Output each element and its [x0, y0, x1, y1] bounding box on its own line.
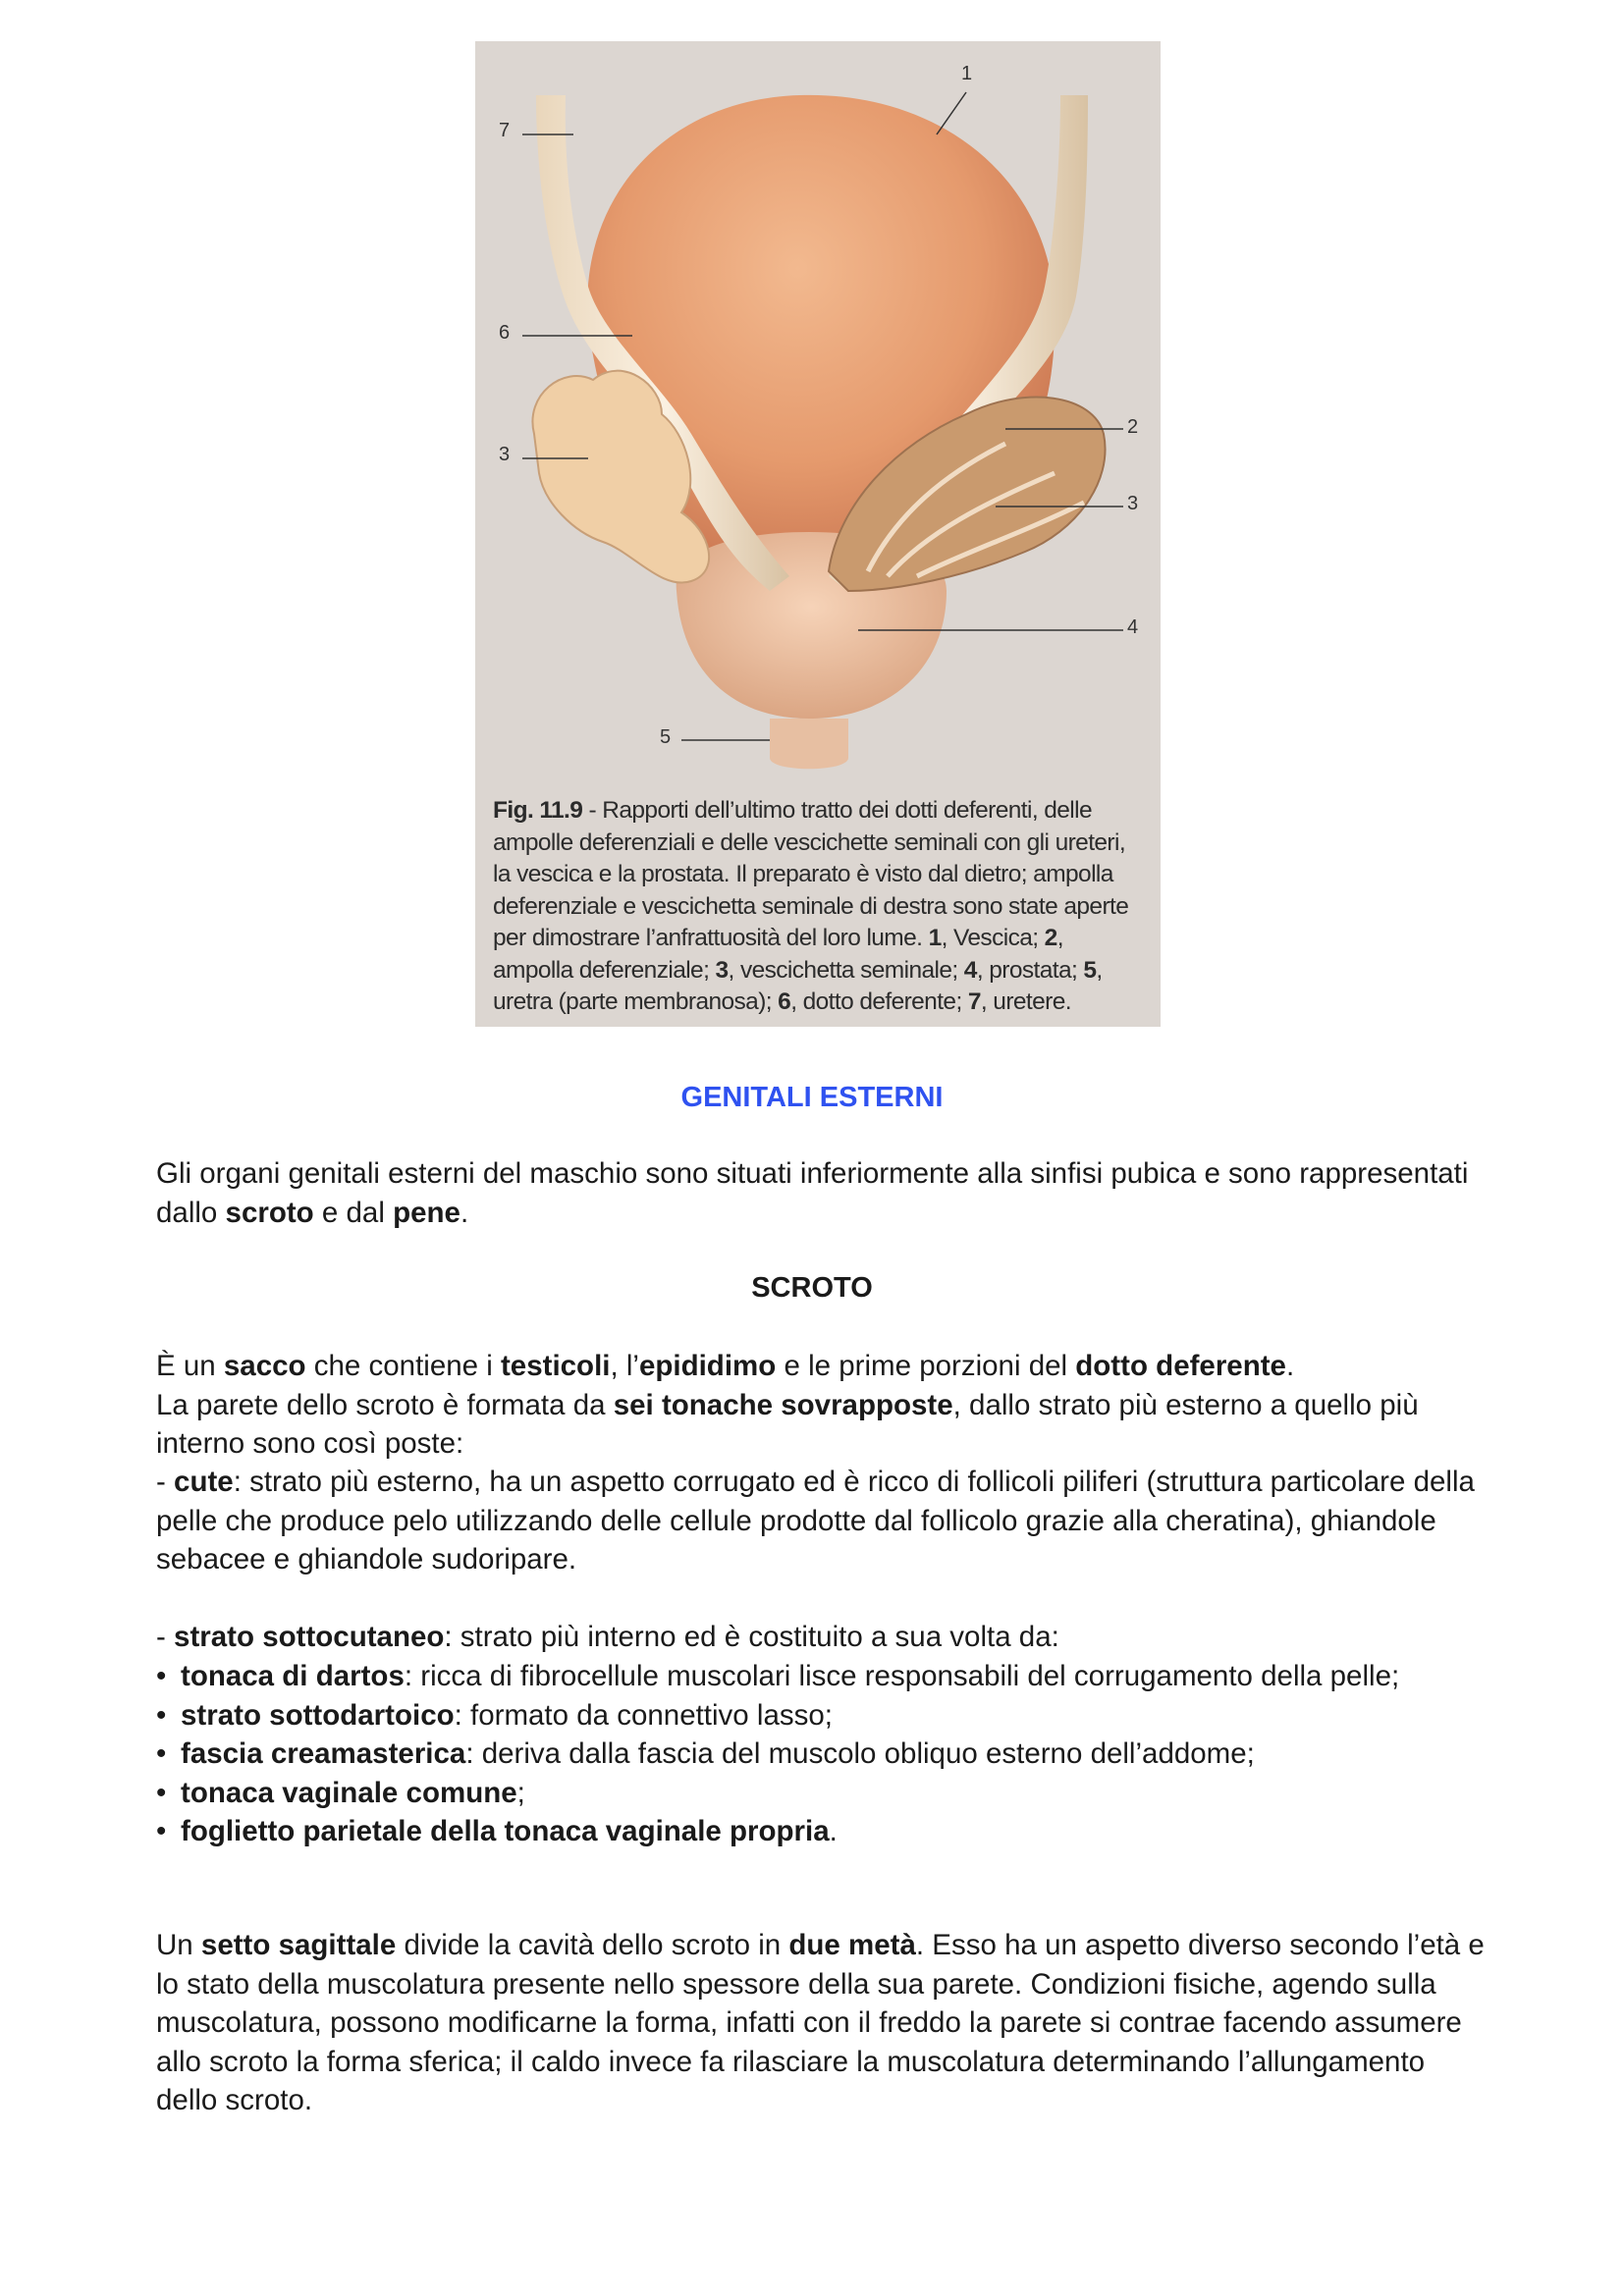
layers-list: [156, 1657, 1491, 1851]
figure-label-6: 6: [499, 322, 511, 344]
figure-label-3-left: 3: [499, 444, 511, 465]
anatomy-figure: [475, 41, 1161, 1027]
figure-label-5: 5: [660, 726, 672, 748]
list-item: • tonaca di dartos: ricca di fibrocellule muscolari lisce responsabili del corrugamento della pelle;: [156, 1660, 1400, 1692]
sottocutaneo-item: - strato sottocutaneo: strato più interno ed è costituito a sua volta da:: [156, 1621, 1059, 1653]
figure-label-2: 2: [1127, 416, 1139, 438]
figure-label-3-right: 3: [1127, 493, 1139, 514]
figure-label-1: 1: [961, 63, 973, 84]
setto-paragraph: Un setto sagittale divide la cavità dello scroto in due metà. Esso ha un aspetto diverso secondo l’età e lo stato della muscolatura presente nello spessore della sua parete. Condizioni fisiche, agendo sulla muscolatura, possono modificarne la forma, infatti con il freddo la parete si contrae facendo assumere allo scroto la forma sferica; il caldo invece fa rilasciare la muscolatura determinando l’allungamento dello scroto.: [156, 1929, 1485, 2116]
list-item: • tonaca vaginale comune;: [156, 1776, 525, 1809]
cute-item: - cute: strato più esterno, ha un aspetto corrugato ed è ricco di follicoli piliferi (struttura particolare della pelle che produce pelo utilizzando delle cellule prodotte dal follicolo grazie alla cheratina), ghiandole sebacee e ghiandole sudoripare.: [156, 1466, 1475, 1575]
list-item: • foglietto parietale della tonaca vaginale propria.: [156, 1815, 838, 1847]
figure-label-7: 7: [499, 120, 511, 141]
scroto-paragraph: È un sacco che contiene i testicoli, l’epididimo e le prime porzioni del dotto deferente. La parete dello scroto è formata da sei tonache sovrapposte, dallo strato più esterno a quello più interno sono così poste:: [156, 1350, 1419, 1460]
list-item: • fascia creamasterica: deriva dalla fascia del muscolo obliquo esterno dell’addome;: [156, 1737, 1255, 1770]
intro-paragraph: Gli organi genitali esterni del maschio sono situati inferiormente alla sinfisi pubica e sono rappresentati dallo scroto e dal pene.: [156, 1157, 1469, 1229]
section-heading-scroto: SCROTO: [751, 1272, 873, 1304]
figure-caption: Fig. 11.9 - Rapporti dell’ultimo tratto dei dotti deferenti, delle ampolle deferenziali e delle vescichette seminali con gli ureteri, la vescica e la prostata. Il preparato è visto dal dietro; ampolla deferenziale e vescichetta seminale di destra sono state aperte per dimostrare l’anfrattuosità del loro lume. 1, Vescica; 2, ampolla deferenziale; 3, vescichetta seminale; 4, prostata; 5, uretra (parte membranosa); 6, dotto deferente; 7, uretere.: [493, 797, 1129, 1015]
list-item: • strato sottodartoico: formato da connettivo lasso;: [156, 1698, 833, 1732]
figure-label-4: 4: [1127, 616, 1139, 638]
section-heading-genitali-esterni: GENITALI ESTERNI: [680, 1082, 944, 1113]
